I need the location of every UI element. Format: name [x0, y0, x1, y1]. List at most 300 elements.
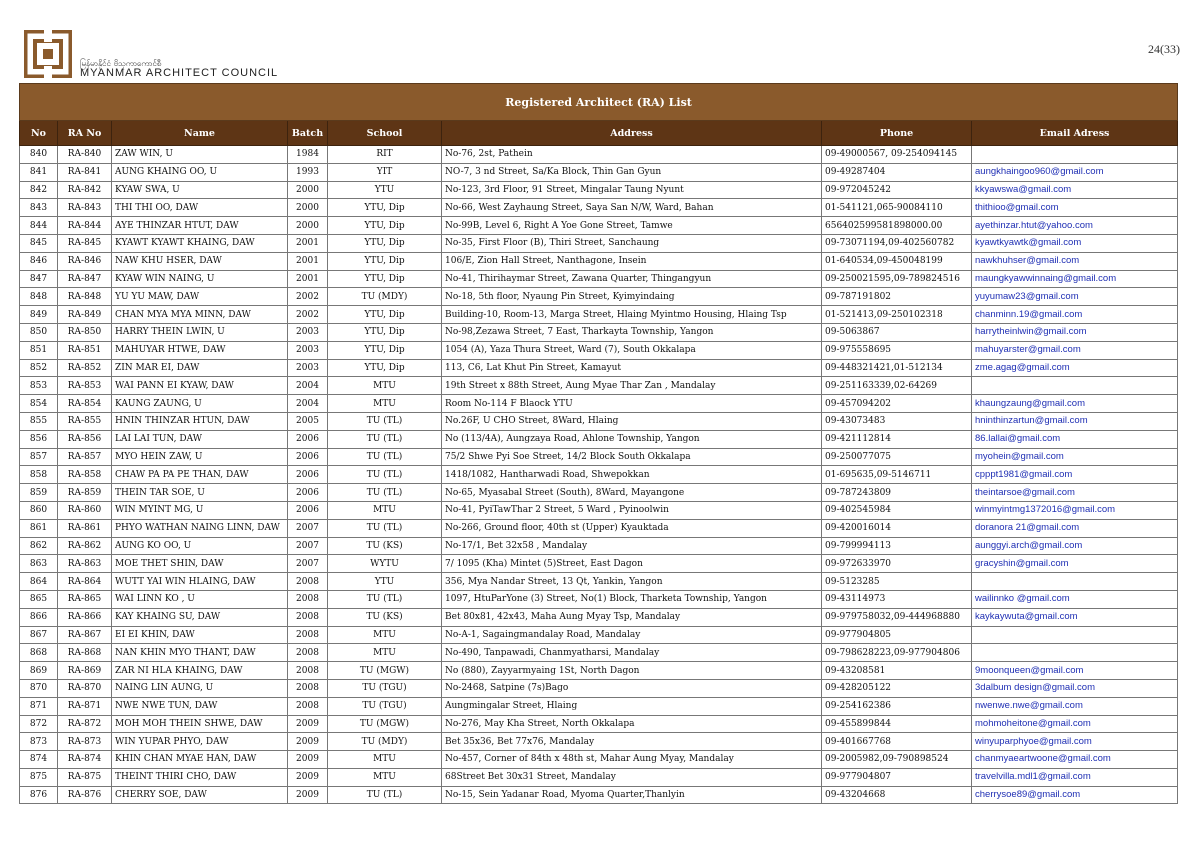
table-row [20, 501, 1178, 519]
cell-batch: 2006 [288, 430, 328, 448]
cell-ra-no: RA-859 [58, 484, 112, 502]
cell-phone: 09-402545984 [822, 501, 972, 519]
cell-no: 848 [20, 288, 58, 306]
cell-address: No (880), Zayyarmyaing 1St, North Dagon [442, 662, 822, 680]
cell-school: YTU, Dip [328, 323, 442, 341]
cell-email[interactable]: kaykaywuta@gmail.com [972, 608, 1178, 626]
cell-ra-no: RA-867 [58, 626, 112, 644]
cell-school: TU (TL) [328, 519, 442, 537]
cell-no: 853 [20, 377, 58, 395]
cell-name: AYE THINZAR HTUT, DAW [112, 217, 288, 235]
cell-ra-no: RA-858 [58, 466, 112, 484]
cell-no: 841 [20, 163, 58, 181]
cell-school: YIT [328, 163, 442, 181]
cell-batch: 1993 [288, 163, 328, 181]
cell-phone: 09-250077075 [822, 448, 972, 466]
cell-school: TU (TL) [328, 466, 442, 484]
cell-address: No-15, Sein Yadanar Road, Myoma Quarter,Thanlyin [442, 786, 822, 804]
cell-school: MTU [328, 626, 442, 644]
cell-school: TU (TL) [328, 484, 442, 502]
table-row [20, 768, 1178, 786]
table-row [20, 323, 1178, 341]
cell-phone: 09-43204668 [822, 786, 972, 804]
cell-name: ZAW WIN, U [112, 146, 288, 164]
cell-email[interactable]: khaungzaung@gmail.com [972, 395, 1178, 413]
cell-batch: 2007 [288, 537, 328, 555]
cell-email[interactable]: cherrysoe89@gmail.com [972, 786, 1178, 804]
cell-batch: 2007 [288, 519, 328, 537]
cell-email[interactable]: wailinnko @gmail.com [972, 590, 1178, 608]
cell-email[interactable]: 86.lallai@gmail.com [972, 430, 1178, 448]
cell-email[interactable]: chanminn.19@gmail.com [972, 306, 1178, 324]
cell-school: TU (MGW) [328, 662, 442, 680]
cell-batch: 2006 [288, 448, 328, 466]
cell-school: TU (TGU) [328, 679, 442, 697]
cell-batch: 2009 [288, 768, 328, 786]
cell-name: LAI LAI TUN, DAW [112, 430, 288, 448]
cell-name: AUNG KO OO, U [112, 537, 288, 555]
cell-address: No-A-1, Sagaingmandalay Road, Mandalay [442, 626, 822, 644]
cell-email[interactable]: myohein@gmail.com [972, 448, 1178, 466]
cell-batch: 2000 [288, 217, 328, 235]
cell-address: No-490, Tanpawadi, Chanmyatharsi, Mandalay [442, 644, 822, 662]
cell-phone: 01-521413,09-250102318 [822, 306, 972, 324]
cell-address: 68Street Bet 30x31 Street, Mandalay [442, 768, 822, 786]
cell-school: YTU [328, 181, 442, 199]
cell-email [972, 377, 1178, 395]
cell-batch: 2006 [288, 466, 328, 484]
cell-name: WIN YUPAR PHYO, DAW [112, 733, 288, 751]
cell-address: No-457, Corner of 84th x 48th st, Mahar Aung Myay, Mandalay [442, 751, 822, 769]
table-row [20, 146, 1178, 164]
cell-batch: 2008 [288, 679, 328, 697]
cell-no: 872 [20, 715, 58, 733]
cell-address: No-66, West Zayhaung Street, Saya San N/W, Ward, Bahan [442, 199, 822, 217]
cell-batch: 2003 [288, 359, 328, 377]
cell-school: TU (TL) [328, 448, 442, 466]
cell-ra-no: RA-842 [58, 181, 112, 199]
cell-batch: 2008 [288, 573, 328, 591]
page-number: 24(33) [1148, 42, 1180, 56]
cell-name: ZIN MAR EI, DAW [112, 359, 288, 377]
cell-address: 19th Street x 88th Street, Aung Myae Thar Zan , Mandalay [442, 377, 822, 395]
cell-name: WUTT YAI WIN HLAING, DAW [112, 573, 288, 591]
cell-ra-no: RA-873 [58, 733, 112, 751]
cell-school: TU (KS) [328, 537, 442, 555]
table-row [20, 733, 1178, 751]
cell-school: YTU, Dip [328, 217, 442, 235]
cell-no: 860 [20, 501, 58, 519]
cell-school: YTU, Dip [328, 234, 442, 252]
cell-email[interactable]: kkyawswa@gmail.com [972, 181, 1178, 199]
ra-list-table-container [19, 83, 1177, 804]
cell-batch: 2009 [288, 733, 328, 751]
table-row [20, 341, 1178, 359]
table-row [20, 608, 1178, 626]
cell-school: MTU [328, 751, 442, 769]
cell-batch: 2002 [288, 288, 328, 306]
cell-address: 75/2 Shwe Pyi Soe Street, 14/2 Block South Okkalapa [442, 448, 822, 466]
table-row [20, 430, 1178, 448]
cell-phone: 01-695635,09-5146711 [822, 466, 972, 484]
cell-phone: 09-254162386 [822, 697, 972, 715]
cell-batch: 2005 [288, 412, 328, 430]
cell-school: MTU [328, 377, 442, 395]
cell-name: KYAW WIN NAING, U [112, 270, 288, 288]
table-row [20, 715, 1178, 733]
table-row [20, 555, 1178, 573]
cell-address: No-123, 3rd Floor, 91 Street, Mingalar Taung Nyunt [442, 181, 822, 199]
cell-school: TU (TL) [328, 590, 442, 608]
cell-ra-no: RA-866 [58, 608, 112, 626]
cell-email[interactable]: maungkyawwinnaing@gmail.com [972, 270, 1178, 288]
cell-ra-no: RA-874 [58, 751, 112, 769]
cell-school: TU (TL) [328, 412, 442, 430]
table-row [20, 679, 1178, 697]
table-header-row [20, 121, 1178, 146]
cell-phone: 09-977904807 [822, 768, 972, 786]
cell-batch: 2004 [288, 395, 328, 413]
cell-no: 847 [20, 270, 58, 288]
cell-phone: 01-541121,065-90084110 [822, 199, 972, 217]
cell-name: KHIN CHAN MYAE HAN, DAW [112, 751, 288, 769]
cell-phone: 09-73071194,09-402560782 [822, 234, 972, 252]
cell-phone: 09-43208581 [822, 662, 972, 680]
cell-no: 849 [20, 306, 58, 324]
cell-phone: 09-455899844 [822, 715, 972, 733]
table-title: Registered Architect (RA) List [20, 84, 1178, 121]
cell-address: Aungmingalar Street, Hlaing [442, 697, 822, 715]
cell-phone: 09-457094202 [822, 395, 972, 413]
cell-ra-no: RA-847 [58, 270, 112, 288]
cell-email[interactable]: doranora 21@gmail.com [972, 519, 1178, 537]
cell-batch: 2008 [288, 697, 328, 715]
cell-phone: 09-5063867 [822, 323, 972, 341]
cell-batch: 2000 [288, 199, 328, 217]
cell-batch: 2007 [288, 555, 328, 573]
cell-phone: 09-972633970 [822, 555, 972, 573]
cell-name: WAI LINN KO , U [112, 590, 288, 608]
cell-name: KYAWT KYAWT KHAING, DAW [112, 234, 288, 252]
cell-email[interactable]: winmyintmg1372016@gmail.com [972, 501, 1178, 519]
table-row [20, 199, 1178, 217]
cell-school: YTU, Dip [328, 199, 442, 217]
table-row [20, 448, 1178, 466]
table-row [20, 412, 1178, 430]
cell-school: MTU [328, 501, 442, 519]
cell-name: NAW KHU HSER, DAW [112, 252, 288, 270]
cell-school: YTU, Dip [328, 359, 442, 377]
table-row [20, 270, 1178, 288]
cell-ra-no: RA-864 [58, 573, 112, 591]
cell-email[interactable]: zme.agag@gmail.com [972, 359, 1178, 377]
cell-email[interactable]: 9moonqueen@gmail.com [972, 662, 1178, 680]
cell-no: 858 [20, 466, 58, 484]
cell-ra-no: RA-846 [58, 252, 112, 270]
cell-address: No-2468, Satpine (7s)Bago [442, 679, 822, 697]
table-row [20, 644, 1178, 662]
cell-school: TU (TGU) [328, 697, 442, 715]
cell-email[interactable]: cpppt1981@gmail.com [972, 466, 1178, 484]
cell-ra-no: RA-860 [58, 501, 112, 519]
cell-batch: 2004 [288, 377, 328, 395]
cell-address: 356, Mya Nandar Street, 13 Qt, Yankin, Yangon [442, 573, 822, 591]
cell-email [972, 626, 1178, 644]
cell-email[interactable]: ayethinzar.htut@yahoo.com [972, 217, 1178, 235]
cell-phone: 09-448321421,01-512134 [822, 359, 972, 377]
cell-no: 861 [20, 519, 58, 537]
cell-ra-no: RA-856 [58, 430, 112, 448]
cell-phone: 09-49287404 [822, 163, 972, 181]
cell-no: 870 [20, 679, 58, 697]
cell-school: YTU, Dip [328, 341, 442, 359]
cell-name: MOE THET SHIN, DAW [112, 555, 288, 573]
cell-ra-no: RA-872 [58, 715, 112, 733]
cell-ra-no: RA-845 [58, 234, 112, 252]
cell-name: THEIN TAR SOE, U [112, 484, 288, 502]
cell-address: No.26F, U CHO Street, 8Ward, Hlaing [442, 412, 822, 430]
cell-no: 874 [20, 751, 58, 769]
cell-name: CHERRY SOE, DAW [112, 786, 288, 804]
cell-name: KYAW SWA, U [112, 181, 288, 199]
cell-email[interactable]: travelvilla.mdl1@gmail.com [972, 768, 1178, 786]
cell-school: TU (TL) [328, 430, 442, 448]
cell-ra-no: RA-852 [58, 359, 112, 377]
cell-ra-no: RA-851 [58, 341, 112, 359]
cell-phone: 09-428205122 [822, 679, 972, 697]
table-row [20, 786, 1178, 804]
cell-name: KAUNG ZAUNG, U [112, 395, 288, 413]
cell-ra-no: RA-849 [58, 306, 112, 324]
cell-email[interactable]: yuyumaw23@gmail.com [972, 288, 1178, 306]
cell-name: YU YU MAW, DAW [112, 288, 288, 306]
cell-name: NAN KHIN MYO THANT, DAW [112, 644, 288, 662]
cell-ra-no: RA-857 [58, 448, 112, 466]
cell-no: 843 [20, 199, 58, 217]
ra-list-table [19, 83, 1178, 804]
cell-no: 852 [20, 359, 58, 377]
cell-ra-no: RA-844 [58, 217, 112, 235]
cell-phone: 09-250021595,09-789824516 [822, 270, 972, 288]
cell-phone: 09-787191802 [822, 288, 972, 306]
cell-email[interactable]: mahuyarster@gmail.com [972, 341, 1178, 359]
cell-ra-no: RA-870 [58, 679, 112, 697]
cell-no: 844 [20, 217, 58, 235]
cell-school: TU (MDY) [328, 733, 442, 751]
table-row [20, 359, 1178, 377]
cell-email[interactable]: kyawtkyawtk@gmail.com [972, 234, 1178, 252]
cell-school: MTU [328, 644, 442, 662]
cell-phone: 09-787243809 [822, 484, 972, 502]
cell-phone: 656402599581898000.00 [822, 217, 972, 235]
cell-batch: 2008 [288, 626, 328, 644]
cell-ra-no: RA-876 [58, 786, 112, 804]
cell-phone: 09-49000567, 09-254094145 [822, 146, 972, 164]
cell-email[interactable]: mohmoheitone@gmail.com [972, 715, 1178, 733]
table-row [20, 590, 1178, 608]
cell-no: 845 [20, 234, 58, 252]
cell-address: Room No-114 F Blaock YTU [442, 395, 822, 413]
cell-batch: 2002 [288, 306, 328, 324]
cell-name: NWE NWE TUN, DAW [112, 697, 288, 715]
cell-address: Building-10, Room-13, Marga Street, Hlaing Myintmo Housing, Hlaing Tsp [442, 306, 822, 324]
cell-address: NO-7, 3 nd Street, Sa/Ka Block, Thin Gan Gyun [442, 163, 822, 181]
cell-no: 875 [20, 768, 58, 786]
cell-batch: 2001 [288, 252, 328, 270]
cell-ra-no: RA-865 [58, 590, 112, 608]
cell-ra-no: RA-868 [58, 644, 112, 662]
cell-batch: 2001 [288, 234, 328, 252]
cell-name: HARRY THEIN LWIN, U [112, 323, 288, 341]
cell-name: ZAR NI HLA KHAING, DAW [112, 662, 288, 680]
cell-address: No-65, Myasabal Street (South), 8Ward, Mayangone [442, 484, 822, 502]
cell-phone: 09-420016014 [822, 519, 972, 537]
table-body [20, 146, 1178, 804]
cell-name: EI EI KHIN, DAW [112, 626, 288, 644]
org-name-burmese: မြန်မာနိုင်ငံ ဗိသုကာကောင်စီ [80, 59, 162, 68]
cell-email[interactable]: aungkhaingoo960@gmail.com [972, 163, 1178, 181]
cell-ra-no: RA-869 [58, 662, 112, 680]
table-row [20, 573, 1178, 591]
column-header: No [20, 121, 58, 146]
cell-no: 867 [20, 626, 58, 644]
cell-no: 869 [20, 662, 58, 680]
column-header: Name [112, 121, 288, 146]
cell-email[interactable]: thithioo@gmail.com [972, 199, 1178, 217]
cell-phone: 09-975558695 [822, 341, 972, 359]
column-header: Phone [822, 121, 972, 146]
cell-no: 855 [20, 412, 58, 430]
cell-no: 857 [20, 448, 58, 466]
column-header: RA No [58, 121, 112, 146]
cell-address: 1418/1082, Hantharwadi Road, Shwepokkan [442, 466, 822, 484]
table-row [20, 377, 1178, 395]
table-row [20, 217, 1178, 235]
cell-batch: 2003 [288, 323, 328, 341]
cell-name: MOH MOH THEIN SHWE, DAW [112, 715, 288, 733]
cell-phone: 09-421112814 [822, 430, 972, 448]
cell-school: YTU, Dip [328, 270, 442, 288]
cell-address: No-18, 5th floor, Nyaung Pin Street, Kyimyindaing [442, 288, 822, 306]
cell-no: 876 [20, 786, 58, 804]
cell-school: TU (MDY) [328, 288, 442, 306]
cell-ra-no: RA-841 [58, 163, 112, 181]
cell-email[interactable]: nwenwe.nwe@gmail.com [972, 697, 1178, 715]
cell-name: MYO HEIN ZAW, U [112, 448, 288, 466]
column-header: Address [442, 121, 822, 146]
table-row [20, 697, 1178, 715]
cell-email[interactable]: 3dalbum design@gmail.com [972, 679, 1178, 697]
cell-no: 873 [20, 733, 58, 751]
council-logo [24, 30, 284, 80]
table-row [20, 395, 1178, 413]
cell-name: CHAW PA PA PE THAN, DAW [112, 466, 288, 484]
cell-no: 859 [20, 484, 58, 502]
cell-email[interactable]: aunggyi.arch@gmail.com [972, 537, 1178, 555]
cell-school: YTU, Dip [328, 306, 442, 324]
cell-no: 871 [20, 697, 58, 715]
cell-email [972, 146, 1178, 164]
cell-phone: 09-251163339,02-64269 [822, 377, 972, 395]
cell-address: No-276, May Kha Street, North Okkalapa [442, 715, 822, 733]
cell-phone: 09-5123285 [822, 573, 972, 591]
cell-ra-no: RA-855 [58, 412, 112, 430]
cell-no: 851 [20, 341, 58, 359]
cell-name: KAY KHAING SU, DAW [112, 608, 288, 626]
cell-email[interactable]: theintarsoe@gmail.com [972, 484, 1178, 502]
cell-address: No-76, 2st, Pathein [442, 146, 822, 164]
cell-name: WAI PANN EI KYAW, DAW [112, 377, 288, 395]
cell-address: 106/E, Zion Hall Street, Nanthagone, Insein [442, 252, 822, 270]
column-header: Batch [288, 121, 328, 146]
cell-name: THEINT THIRI CHO, DAW [112, 768, 288, 786]
cell-batch: 2008 [288, 644, 328, 662]
table-row [20, 537, 1178, 555]
table-row [20, 252, 1178, 270]
cell-ra-no: RA-850 [58, 323, 112, 341]
cell-school: RIT [328, 146, 442, 164]
cell-ra-no: RA-854 [58, 395, 112, 413]
cell-email[interactable]: harrytheinlwin@gmail.com [972, 323, 1178, 341]
cell-email [972, 573, 1178, 591]
cell-address: Bet 35x36, Bet 77x76, Mandalay [442, 733, 822, 751]
cell-address: 113, C6, Lat Khut Pin Street, Kamayut [442, 359, 822, 377]
cell-ra-no: RA-853 [58, 377, 112, 395]
cell-name: CHAN MYA MYA MINN, DAW [112, 306, 288, 324]
cell-ra-no: RA-840 [58, 146, 112, 164]
cell-address: 1054 (A), Yaza Thura Street, Ward (7), South Okkalapa [442, 341, 822, 359]
cell-email[interactable]: nawkhuhser@gmail.com [972, 252, 1178, 270]
cell-batch: 2008 [288, 590, 328, 608]
cell-address: No-17/1, Bet 32x58 , Mandalay [442, 537, 822, 555]
table-row [20, 306, 1178, 324]
cell-address: No-266, Ground floor, 40th st (Upper) Kyauktada [442, 519, 822, 537]
cell-ra-no: RA-843 [58, 199, 112, 217]
cell-phone: 09-972045242 [822, 181, 972, 199]
cell-address: 1097, HtuParYone (3) Street, No(1) Block, Tharketa Township, Yangon [442, 590, 822, 608]
cell-email[interactable]: gracyshin@gmail.com [972, 555, 1178, 573]
column-header: School [328, 121, 442, 146]
cell-batch: 2008 [288, 608, 328, 626]
cell-school: TU (KS) [328, 608, 442, 626]
cell-name: NAING LIN AUNG, U [112, 679, 288, 697]
cell-phone: 09-401667768 [822, 733, 972, 751]
cell-no: 865 [20, 590, 58, 608]
cell-batch: 2009 [288, 751, 328, 769]
cell-email[interactable]: chanmyaeartwoone@gmail.com [972, 751, 1178, 769]
cell-batch: 2009 [288, 786, 328, 804]
cell-no: 856 [20, 430, 58, 448]
cell-email[interactable]: hninthinzartun@gmail.com [972, 412, 1178, 430]
cell-email[interactable]: winyuparphyoe@gmail.com [972, 733, 1178, 751]
cell-batch: 2006 [288, 501, 328, 519]
cell-school: MTU [328, 395, 442, 413]
table-row [20, 484, 1178, 502]
table-row [20, 519, 1178, 537]
cell-batch: 2001 [288, 270, 328, 288]
table-row [20, 288, 1178, 306]
cell-ra-no: RA-861 [58, 519, 112, 537]
table-row [20, 163, 1178, 181]
table-row [20, 234, 1178, 252]
cell-school: WYTU [328, 555, 442, 573]
table-row [20, 626, 1178, 644]
cell-no: 864 [20, 573, 58, 591]
cell-school: MTU [328, 768, 442, 786]
cell-batch: 2000 [288, 181, 328, 199]
cell-school: YTU, Dip [328, 252, 442, 270]
table-title-row [20, 84, 1178, 121]
